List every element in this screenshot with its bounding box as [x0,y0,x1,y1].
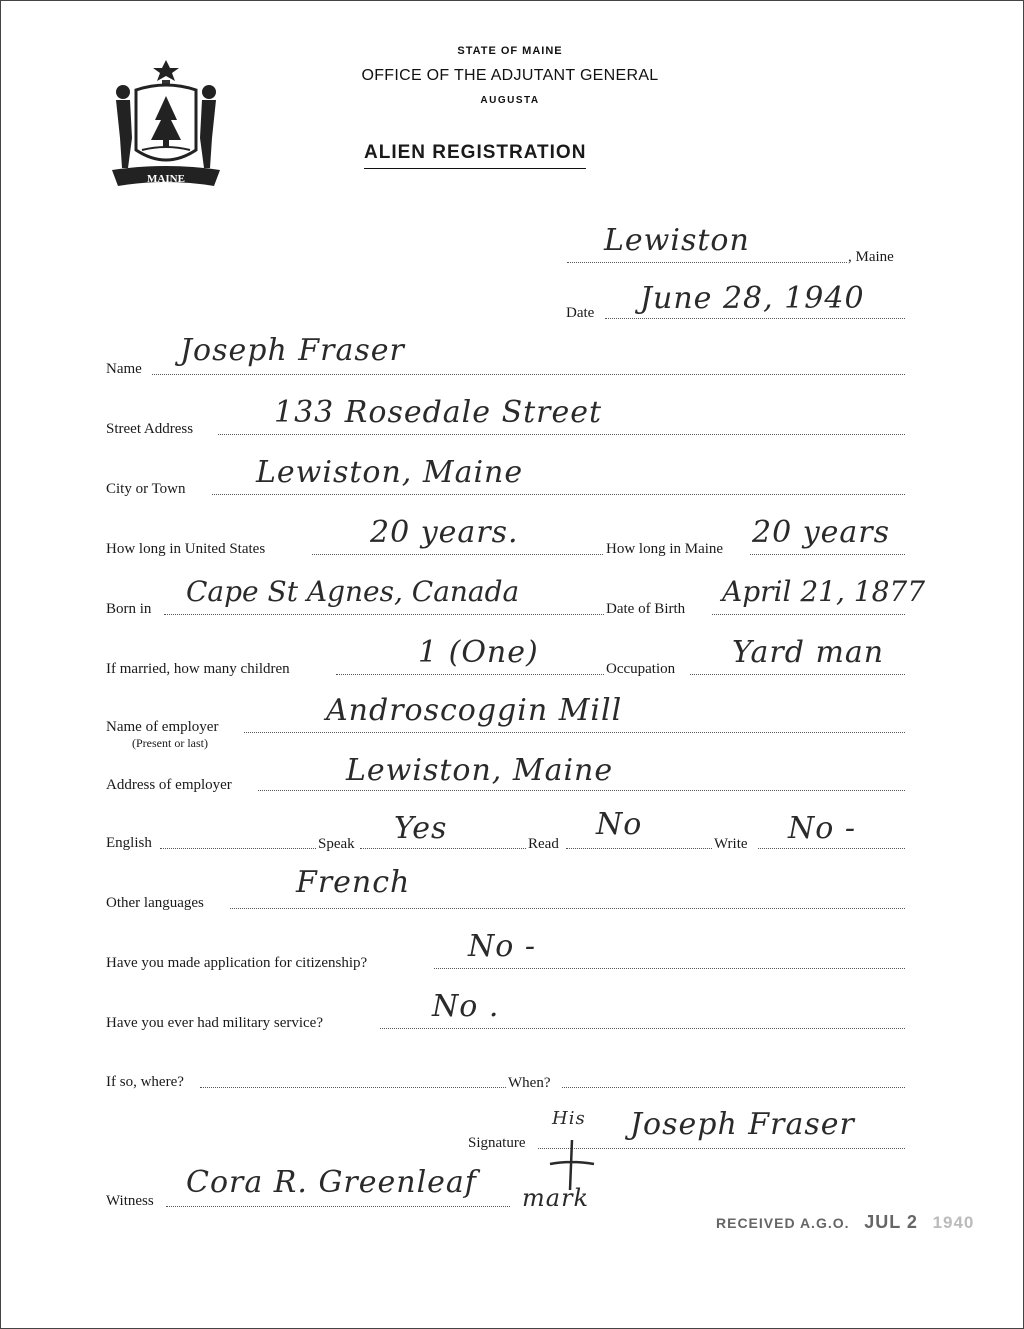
how-long-maine-label: How long in Maine [606,541,724,557]
citizenship-line [434,968,905,969]
office-heading: OFFICE OF THE ADJUTANT GENERAL [361,67,659,84]
employer-address-label: Address of employer [106,777,232,793]
date-value: June 28, 1940 [640,281,865,316]
state-heading: STATE OF MAINE [457,45,563,57]
born-in-label: Born in [106,601,152,617]
date-of-birth-value: April 21, 1877 [722,575,926,608]
write-label: Write [714,836,748,852]
name-line [152,374,905,375]
witness-line [166,1206,510,1207]
speak-line [360,848,526,849]
when-line [562,1087,905,1088]
military-label: Have you ever had military service? [106,1015,323,1031]
how-long-maine-line [750,554,905,555]
signature-value: Joseph Fraser [630,1107,855,1142]
date-label: Date [566,305,595,321]
speak-value: Yes [394,811,448,846]
witness-value: Cora R. Greenleaf [186,1165,477,1200]
signature-mark-word: mark [522,1184,590,1212]
occupation-label: Occupation [606,661,676,677]
name-label: Name [106,361,142,377]
employer-address-value: Lewiston, Maine [346,753,614,788]
witness-label: Witness [106,1193,154,1209]
military-line [380,1028,905,1029]
stamp-text: RECEIVED A.G.O. [716,1215,850,1231]
read-label: Read [528,836,559,852]
stamp-date: JUL 2 [864,1212,918,1232]
write-value: No - [788,811,856,846]
received-stamp [716,1212,974,1233]
how-long-maine-value: 20 years [752,515,891,550]
how-long-us-line [312,554,603,555]
read-line [566,848,712,849]
how-long-us-value: 20 years. [370,515,519,550]
married-children-label: If married, how many children [106,661,290,677]
how-long-us-label: How long in United States [106,541,266,557]
date-of-birth-line [712,614,905,615]
when-label: When? [508,1075,551,1091]
street-address-label: Street Address [106,421,194,437]
if-so-where-label: If so, where? [106,1074,184,1090]
citizenship-label: Have you made application for citizenship? [106,955,368,971]
born-in-line [164,614,604,615]
signature-his: His [552,1108,586,1129]
stamp-year: 1940 [932,1213,975,1232]
occupation-line [690,674,905,675]
city-or-town-value: Lewiston, Maine [256,455,524,490]
employer-name-label: Name of employer [106,719,219,735]
svg-text:MAINE: MAINE [147,173,185,185]
born-in-value: Cape St Agnes, Canada [186,575,520,608]
read-value: No [596,807,643,842]
employer-name-value: Androscoggin Mill [326,693,623,728]
city-heading: AUGUSTA [480,95,540,106]
write-line [758,848,905,849]
occupation-value: Yard man [732,635,885,670]
citizenship-value: No - [468,929,536,964]
maine-state-seal [108,58,224,188]
place-value: Lewiston [604,223,750,258]
signature-label: Signature [468,1135,526,1151]
street-address-line [218,434,905,435]
street-address-value: 133 Rosedale Street [274,395,603,430]
speak-label: Speak [318,836,355,852]
present-or-last-note: (Present or last) [132,736,208,750]
employer-name-line [244,732,905,733]
employer-address-line [258,790,905,791]
english-line [160,848,316,849]
name-value: Joseph Fraser [180,333,405,368]
military-value: No . [432,989,500,1024]
other-languages-line [230,908,905,909]
english-label: English [106,835,152,851]
children-value: 1 (One) [418,635,539,670]
other-languages-value: French [296,865,411,900]
other-languages-label: Other languages [106,895,204,911]
children-line [336,674,604,675]
date-line [605,318,905,319]
city-or-town-label: City or Town [106,481,186,497]
city-or-town-line [212,494,905,495]
maine-suffix-label: , Maine [848,249,894,265]
where-line [200,1087,506,1088]
date-of-birth-label: Date of Birth [606,601,686,617]
place-line [567,262,847,263]
form-title: ALIEN REGISTRATION [364,142,586,169]
